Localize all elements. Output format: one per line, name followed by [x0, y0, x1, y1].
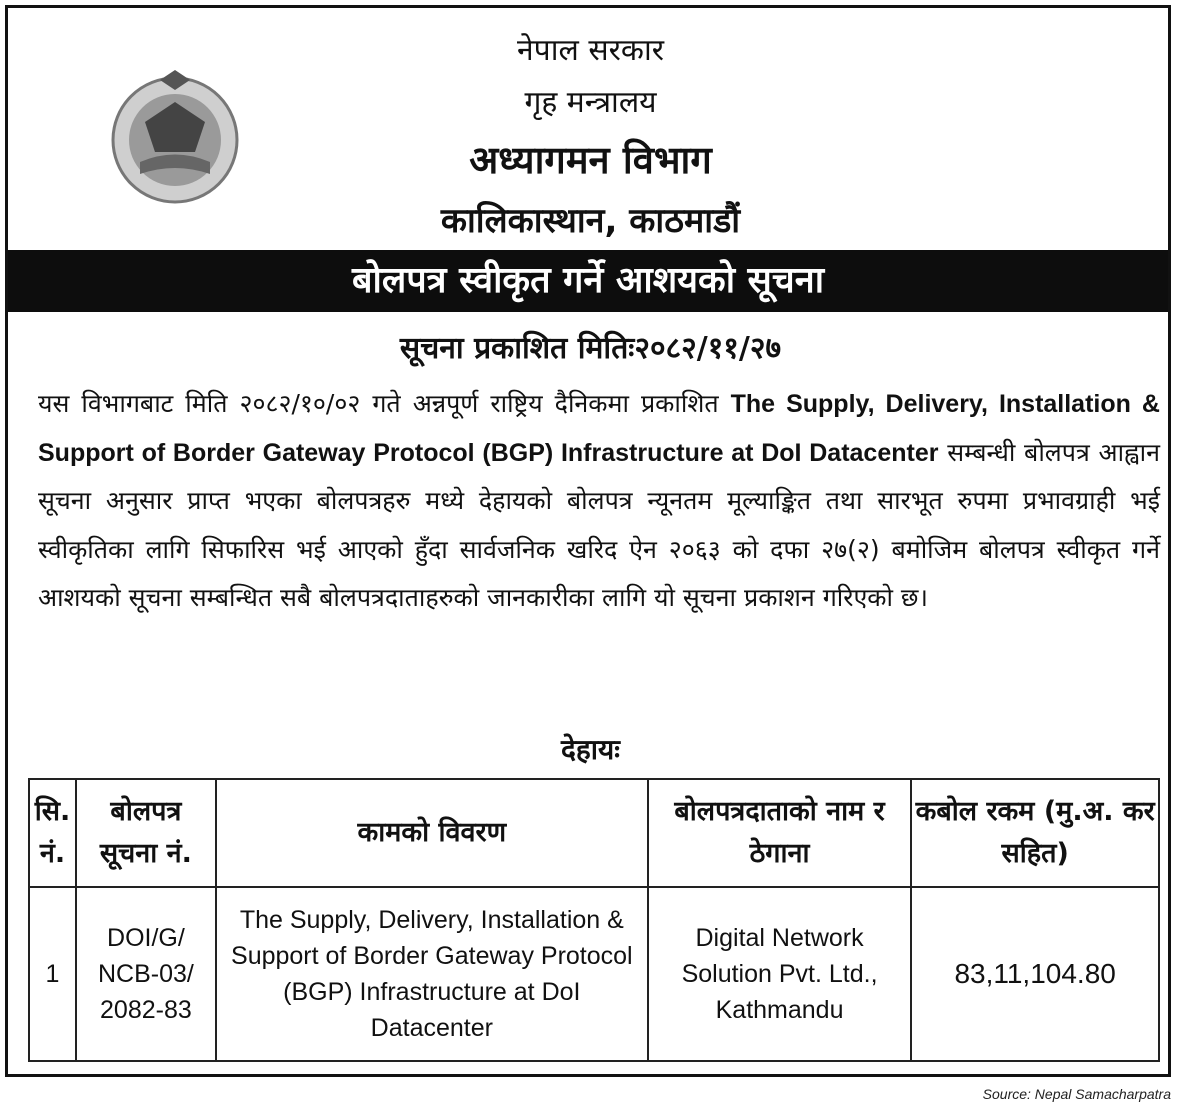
ministry-name: गृह मन्त्रालय [524, 85, 657, 120]
notice-body [38, 380, 1160, 623]
details-label: देहायः [561, 733, 620, 766]
notice-title-banner: बोलपत्र स्वीकृत गर्ने आशयको सूचना [8, 250, 1168, 312]
bid-table [28, 778, 1160, 1062]
cell-description: The Supply, Delivery, Installation & Support of Border Gateway Protocol (BGP) Infrastructure at DoI Datacenter [216, 887, 648, 1061]
header-amount: कबोल रकम (मु.अ. कर सहित) [911, 779, 1159, 887]
publication-date: सूचना प्रकाशित मितिः२०८२/११/२७ [399, 331, 782, 366]
body-text-2: सम्बन्धी बोलपत्र आह्वान सूचना अनुसार प्राप्त भएका बोलपत्रहरु मध्ये देहायको बोलपत्र न्यूनतम मूल्याङ्कित तथा सारभूत रुपमा प्रभावग्राही भई स्वीकृतिका लागि सिफारिस भई आएको हुँदा सार्वजनिक खरिद ऐन २०६३ को दफा २७(२) बमोजिम बोलपत्र स्वीकृत गर्ने आशयको सूचना सम्बन्धित सबै बोलपत्रदाताहरुको जानकारीका लागि यो सूचना प्रकाशन गरिएको छ। [38, 437, 1160, 612]
government-name: नेपाल सरकार [517, 33, 664, 68]
header-bidder: बोलपत्रदाताको नाम र ठेगाना [648, 779, 912, 887]
department-location: कालिकास्थान, काठमाडौं [440, 201, 741, 241]
body-text-1: यस विभागबाट मिति २०८२/१०/०२ गते अन्नपूर्ण राष्ट्रिय दैनिकमा प्रकाशित [38, 389, 731, 418]
header-sn: सि. नं. [29, 779, 76, 887]
table-row [29, 887, 1159, 1061]
table-header-row [29, 779, 1159, 887]
cell-sn: 1 [29, 887, 76, 1061]
department-name: अध्यागमन विभाग [469, 138, 712, 182]
project-title: The Supply, Delivery, Installation & Support of Border Gateway Protocol (BGP) Infrastructure at DoI Datacenter [38, 390, 1160, 467]
cell-bidder: Digital Network Solution Pvt. Ltd., Kathmandu [648, 887, 912, 1061]
cell-notice-no: DOI/G/ NCB-03/ 2082-83 [76, 887, 216, 1061]
cell-amount: 83,11,104.80 [911, 887, 1159, 1061]
header-description: कामको विवरण [216, 779, 648, 887]
source-credit: Source: Nepal Samacharpatra [982, 1086, 1171, 1102]
header-notice-no: बोलपत्र सूचना नं. [76, 779, 216, 887]
